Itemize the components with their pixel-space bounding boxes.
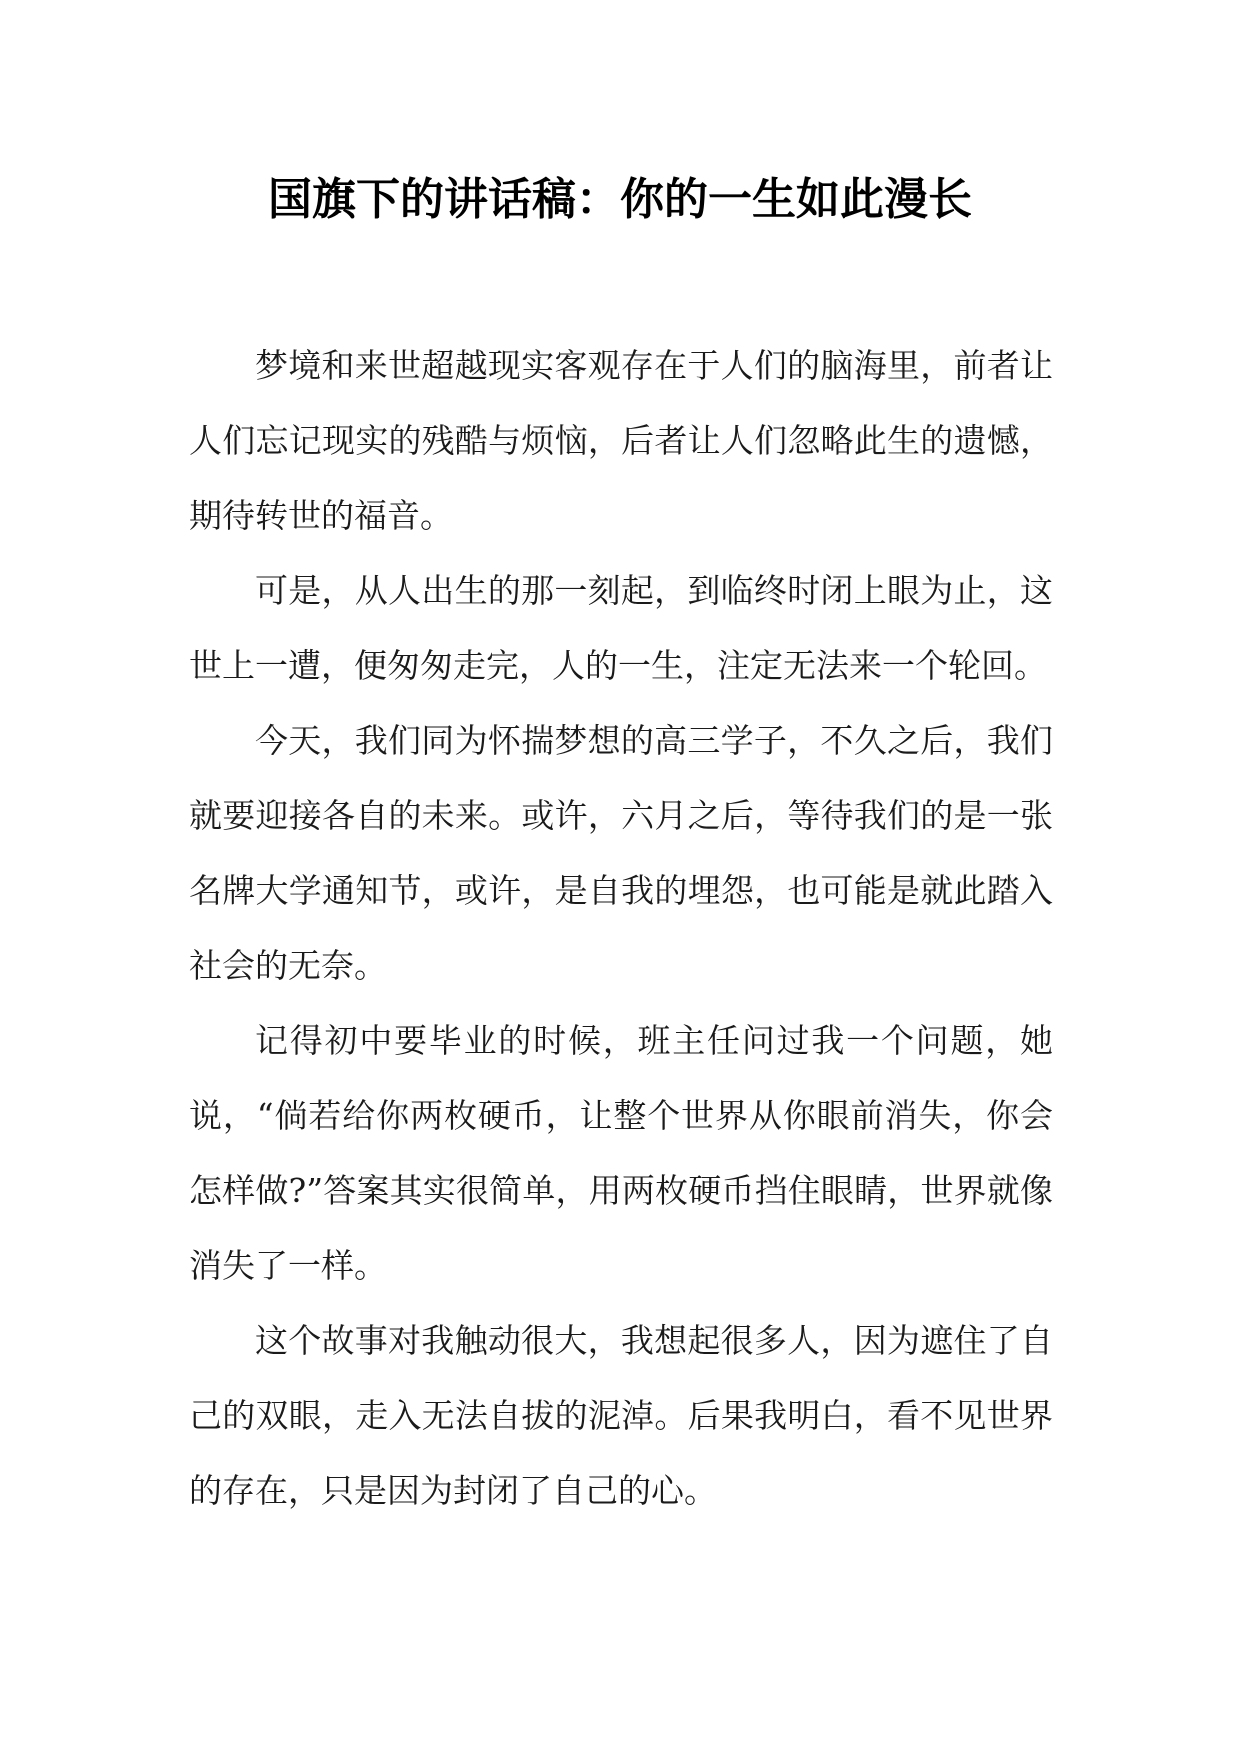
paragraph-5: 这个故事对我触动很大，我想起很多人，因为遮住了自己的双眼，走入无法自拔的泥淖。后果我明白，看不见世界的存在，只是因为封闭了自己的心。	[189, 1321, 1053, 1510]
paragraph-1: 梦境和来世超越现实客观存在于人们的脑海里，前者让人们忘记现实的残酷与烦恼，后者让人们忽略此生的遗憾，期待转世的福音。	[189, 346, 1053, 535]
paragraph-2: 可是，从人出生的那一刻起，到临终时闭上眼为止，这世上一遭，便匆匆走完，人的一生，注定无法来一个轮回。	[189, 571, 1053, 685]
paragraph-4: 记得初中要毕业的时候，班主任问过我一个问题，她说，“倘若给你两枚硬币，让整个世界从你眼前消失，你会怎样做?”答案其实很简单，用两枚硬币挡住眼睛，世界就像消失了一样。	[189, 1021, 1053, 1285]
page-title: 国旗下的讲话稿：你的一生如此漫长	[268, 174, 972, 225]
document-body	[189, 328, 1053, 1528]
paragraph-3: 今天，我们同为怀揣梦想的高三学子，不久之后，我们就要迎接各自的未来。或许，六月之后，等待我们的是一张名牌大学通知节，或许，是自我的埋怨，也可能是就此踏入社会的无奈。	[189, 721, 1053, 985]
